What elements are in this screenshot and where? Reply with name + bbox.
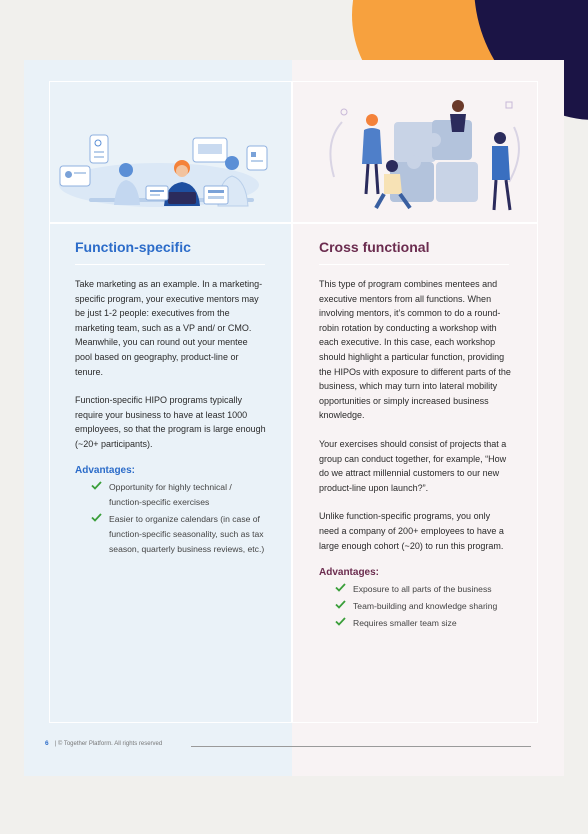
list-item bbox=[75, 512, 267, 557]
check-icon bbox=[91, 481, 102, 490]
page-footer bbox=[45, 740, 162, 747]
advantage-text: Exposure to all parts of the business bbox=[353, 584, 492, 595]
list-item bbox=[75, 480, 267, 510]
function-specific-paragraph-1: Take marketing as an example. In a marketing-specific program, your executive mentors may be just 1-2 people: executives from the marketing team, such as a VP and/ or CMO. Meanwhile, you can round out your mentee pool based on geography, product-line or tenure. bbox=[75, 279, 263, 377]
advantage-text: Opportunity for highly technical / function-specific exercises bbox=[109, 481, 232, 507]
advantage-text: Team-building and knowledge sharing bbox=[353, 601, 498, 612]
function-specific-paragraph-2: Function-specific HIPO programs typically require your business to have at least 1000 employees, so that the program is large enough (~20+ participants). bbox=[75, 395, 266, 449]
page-number: 6 bbox=[45, 740, 49, 747]
title-rule bbox=[75, 264, 265, 265]
function-specific-advantages-title: Advantages: bbox=[75, 464, 136, 476]
list-item bbox=[319, 616, 511, 631]
advantage-text: Easier to organize calendars (in case of function-specific seasonality, such as tax season, quarterly business reviews, etc.) bbox=[109, 513, 265, 554]
copyright-text: | © Together Platform. All rights reserved bbox=[54, 740, 163, 747]
cross-functional-paragraph-2: Your exercises should consist of projects that a group can conduct together, for example, “How do we attract millennial customers to our new product-line upon launch?”. bbox=[319, 438, 507, 493]
frame-divider-horizontal bbox=[49, 222, 538, 224]
list-item bbox=[319, 582, 511, 597]
puzzle-team-illustration bbox=[314, 82, 534, 217]
cross-functional-title: Cross functional bbox=[319, 239, 430, 255]
function-specific-title: Function-specific bbox=[75, 239, 191, 255]
document-page bbox=[24, 60, 564, 776]
title-rule bbox=[319, 264, 509, 265]
footer-rule bbox=[191, 746, 531, 747]
function-specific-advantages-list bbox=[75, 480, 267, 557]
check-icon bbox=[335, 583, 346, 592]
check-icon bbox=[335, 617, 346, 626]
function-specific-column bbox=[75, 238, 267, 559]
advantage-text: Requires smaller team size bbox=[353, 618, 457, 629]
cross-functional-advantages-list bbox=[319, 582, 511, 631]
list-item bbox=[319, 599, 511, 614]
team-analytics-illustration bbox=[54, 90, 269, 210]
check-icon bbox=[335, 600, 346, 609]
cross-functional-column bbox=[319, 238, 511, 633]
frame-divider-vertical bbox=[291, 81, 293, 723]
cross-functional-paragraph-3: Unlike function-specific programs, you only need a company of 200+ employees to have a large enough cohort (~20) to run this program. bbox=[319, 511, 504, 551]
cross-functional-paragraph-1: This type of program combines mentees and executive mentors from all functions. When involving mentors, it’s common to do a round-robin rotation by conducting a workshop with each executive. In this case, each workshop should highlight a particular function, providing the HIPOs with exposure to different parts of the business, which may turn into lateral mobility opportunities or simply increased business knowledge. bbox=[319, 279, 511, 421]
cross-functional-advantages-title: Advantages: bbox=[319, 567, 380, 579]
check-icon bbox=[91, 513, 102, 522]
